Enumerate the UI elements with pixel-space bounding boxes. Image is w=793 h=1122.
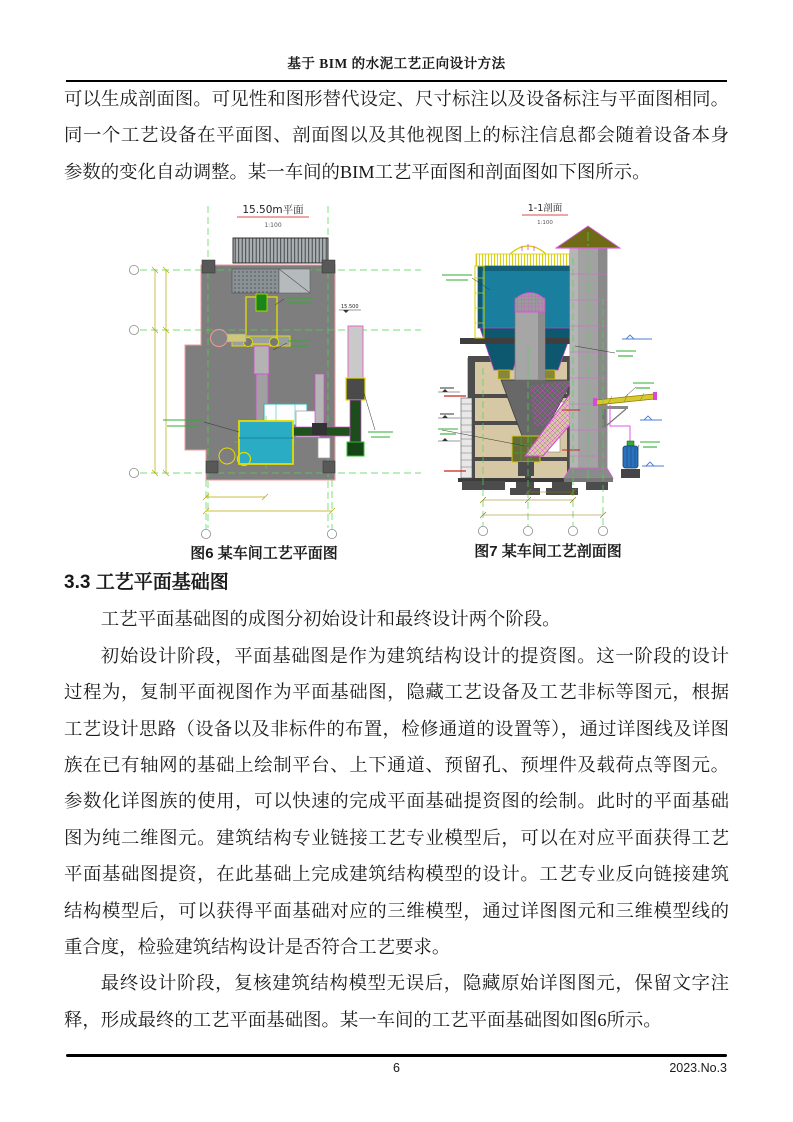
text-line: 过程为，复制平面视图作为平面基础图，隐藏工艺设备及工艺非标等图元，根据	[64, 682, 729, 703]
figure7-caption: 图7 某车间工艺剖面图	[474, 543, 622, 560]
text-line: 释，形成最终的工艺平面基础图。某一车间的工艺平面基础图如图6所示。	[64, 1009, 662, 1030]
text-line: 参数的变化自动调整。某一车间的BIM工艺平面图和剖面图如下图所示。	[64, 161, 651, 182]
round-equipment	[211, 330, 228, 347]
section-heading: 3.3 工艺平面基础图	[64, 572, 229, 593]
grid-bubbles	[478, 526, 607, 535]
text-line: 族在已有轴网的基础上绘制平台、上下通道、预留孔、预埋件及载荷点等图元。	[64, 754, 729, 775]
figure7-section-drawing	[430, 198, 730, 543]
text-line: 工艺平面基础图的成图分初始设计和最终设计两个阶段。	[100, 609, 561, 630]
level-mark	[339, 304, 361, 313]
blue-vessel	[621, 441, 640, 478]
figure6-plan-drawing	[125, 198, 425, 543]
text-line: 重合度，检验建筑结构设计是否符合工艺要求。	[64, 936, 451, 957]
footer-page-number: 6	[393, 1061, 400, 1075]
floor-opening	[318, 438, 330, 458]
fig7-scale: 1:100	[537, 220, 553, 226]
text-line: 可以生成剖面图。可见性和图形替代设定、尺寸标注以及设备标注与平面图相同。	[64, 89, 729, 109]
text-line: 结构模型后，可以获得平面基础对应的三维模型，通过详图图元和三维模型线的	[64, 900, 729, 921]
text-line: 工艺设计思路（设备以及非标件的布置，检修通道的设置等），通过详图线及详图	[64, 718, 729, 739]
chute-column	[346, 326, 365, 456]
paragraph-1	[64, 81, 729, 190]
footer-rule	[66, 1054, 727, 1057]
center-bin	[515, 293, 545, 381]
vent-pipe	[610, 405, 630, 445]
fig6-view-title: 15.50m平面	[242, 204, 304, 216]
dimension-lines	[480, 489, 606, 518]
fig6-scale: 1:100	[264, 222, 282, 229]
header-title: 基于 BIM 的水泥工艺正向设计方法	[287, 56, 506, 71]
text-line: 初始设计阶段，平面基础图是作为建筑结构设计的提资图。这一阶段的设计	[100, 645, 729, 666]
text-line: 参数化详图族的使用，可以快速的完成平面基础提资图的绘制。此时的平面基础	[64, 791, 729, 812]
section-body	[64, 565, 729, 1038]
text-line: 同一个工艺设备在平面图、剖面图以及其他视图上的标注信息都会随着设备本身	[64, 125, 729, 146]
pipe-vertical	[315, 374, 324, 428]
feed-arm	[227, 334, 246, 342]
text-line: 最终设计阶段，复核建筑结构模型无误后，隐藏原始详图图元，保留文字注	[100, 973, 729, 994]
fig7-view-title: 1-1剖面	[527, 203, 563, 214]
text-line: 图为纯二维图元。建筑结构专业链接工艺专业模型后，可以在对应平面获得工艺	[64, 827, 729, 848]
floor-grating	[232, 269, 279, 293]
footer-issue: 2023.No.3	[669, 1061, 727, 1075]
text-line: 平面基础图提资，在此基础上完成建筑结构模型的设计。工艺专业反向链接建筑	[64, 864, 729, 885]
pipe-elbow	[312, 423, 327, 435]
svg-text:15.500: 15.500	[341, 304, 359, 310]
left-ladder	[461, 398, 472, 478]
conveyor-grating	[233, 238, 328, 263]
figure6-caption: 图6 某车间工艺平面图	[190, 545, 338, 562]
